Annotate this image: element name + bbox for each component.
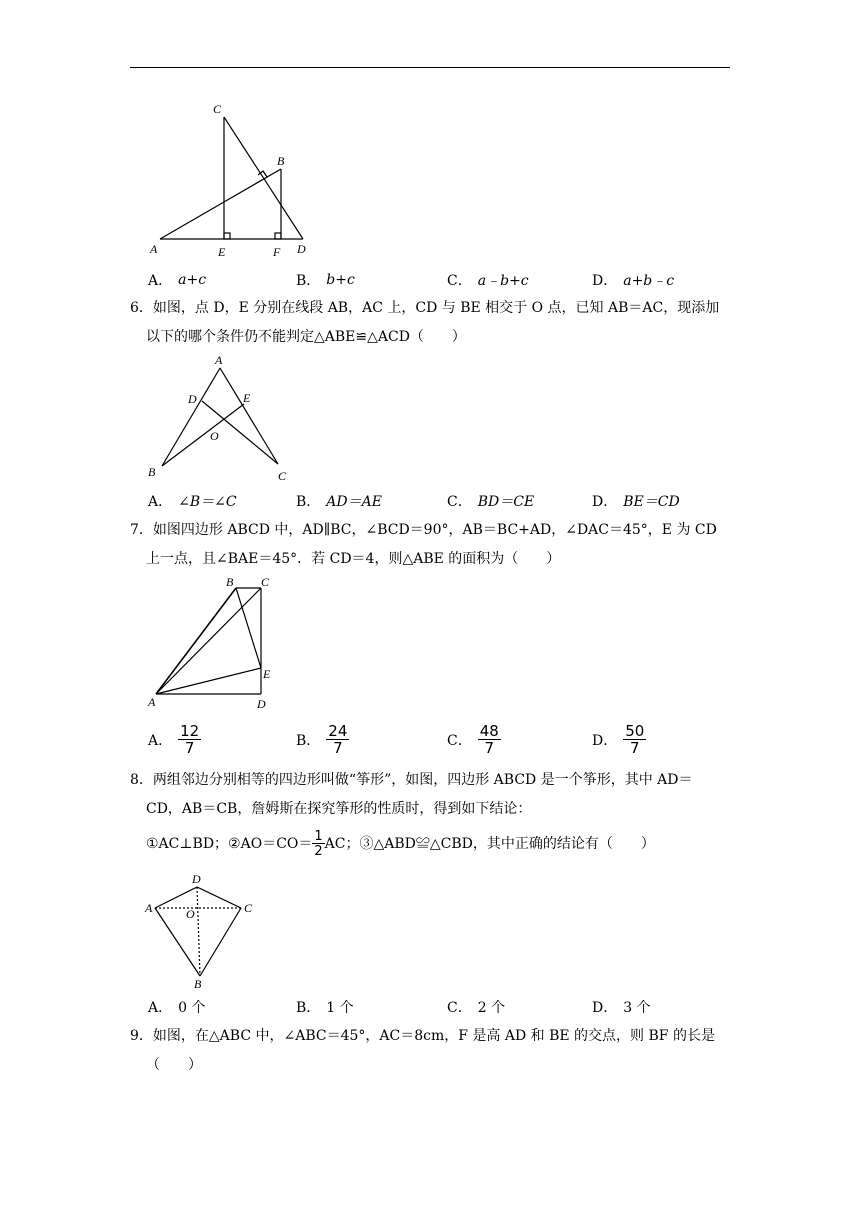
q8-option-a[interactable]: A． 0 个 — [148, 1000, 206, 1016]
q7-line-1: 7．如图四边形 ABCD 中，AD∥BC，∠BCD＝90°，AB＝BC+AD，∠DAC＝45°，E 为 CD — [130, 522, 717, 538]
q6-label-e: E — [243, 391, 251, 405]
q6-figure — [140, 352, 300, 487]
q9-line-1: 9．如图，在△ABC 中，∠ABC＝45°，AC＝8cm，F 是高 AD 和 BE 的交点，则 BF 的长是 — [130, 1028, 715, 1044]
q8-option-c[interactable]: C． 2 个 — [447, 1000, 506, 1016]
q5-option-b[interactable]: B． b+c — [296, 272, 355, 289]
q8-option-d[interactable]: D． 3 个 — [592, 1000, 651, 1016]
q7-label-b: B — [226, 575, 234, 589]
q8-label-d: D — [192, 872, 201, 886]
q6-line-2: 以下的哪个条件仍不能判定△ABE≌△ACD（ ） — [146, 329, 466, 345]
q5-label-b: B — [277, 154, 285, 168]
q7-option-a[interactable]: A． $\frac{12}{7}$ — [148, 722, 200, 757]
q6-stem — [130, 294, 735, 352]
q5-figure — [140, 95, 320, 265]
q5-option-d[interactable]: D． a+b﹣c — [592, 273, 675, 289]
q5-label-e: E — [218, 245, 226, 259]
q6-option-a[interactable]: A． ∠B＝∠C — [148, 494, 237, 510]
q5-label-d: D — [297, 242, 306, 256]
q7-label-e: E — [263, 667, 271, 681]
q8-label-a: A — [145, 901, 153, 915]
q7-option-b[interactable]: B． $\frac{24}{7}$ — [296, 722, 348, 757]
q7-option-d[interactable]: D． $\frac{50}{7}$ — [592, 722, 645, 757]
q7-label-c: C — [261, 575, 270, 589]
q7-fraction-b: $\frac{24}{7}$ — [328, 722, 348, 757]
q6-options — [148, 488, 748, 514]
q8-fraction-half: $\frac{1}{2}$ — [314, 829, 323, 859]
q6-line-1: 6．如图，点 D，E 分别在线段 AB，AC 上，CD 与 BE 相交于 O 点，已知 AB＝AC，现添加 — [130, 300, 720, 316]
q8-figure — [140, 868, 280, 993]
header-rule — [130, 67, 730, 68]
q6-option-c[interactable]: C． BD＝CE — [447, 494, 535, 510]
q7-stem — [130, 516, 735, 574]
q5-option-c[interactable]: C． a﹣b+c — [447, 273, 529, 289]
q7-option-c[interactable]: C． $\frac{48}{7}$ — [447, 722, 499, 757]
q5-options — [148, 267, 748, 293]
q8-label-c: C — [244, 901, 253, 915]
q8-label-b: B — [194, 977, 202, 991]
q6-label-b: B — [148, 465, 156, 479]
q6-label-c: C — [278, 469, 287, 483]
q8-option-b[interactable]: B． 1 个 — [296, 1000, 354, 1016]
q9-stem — [130, 1022, 735, 1080]
q6-option-b[interactable]: B． AD＝AE — [296, 494, 382, 510]
q8-line-1: 8．两组邻边分别相等的四边形叫做“筝形”，如图，四边形 ABCD 是一个筝形，其中 AD＝ — [130, 772, 693, 788]
q8-label-o: O — [186, 907, 195, 921]
q8-stem — [130, 766, 735, 864]
q8-options — [148, 994, 748, 1020]
q7-options — [148, 724, 748, 756]
q5-option-a[interactable]: A． a+c — [148, 272, 207, 289]
q7-figure — [140, 574, 290, 714]
q6-label-a: A — [215, 353, 223, 367]
q7-label-a: A — [148, 695, 156, 709]
q7-label-d: D — [257, 697, 266, 711]
q5-label-c: C — [213, 102, 222, 116]
q7-line-2: 上一点，且∠BAE＝45°．若 CD＝4，则△ABE 的面积为（ ） — [146, 551, 561, 567]
q7-fraction-d: $\frac{50}{7}$ — [625, 722, 645, 757]
q5-label-a: A — [150, 242, 158, 256]
q6-option-d[interactable]: D． BE＝CD — [592, 494, 680, 510]
q8-line-3: ①AC⊥BD；②AO＝CO＝ $\frac{1}{2}$ AC；③△ABD≌△CBD，其中正确的结论有（ ） — [146, 829, 655, 859]
q8-line-2: CD，AB＝CB，詹姆斯在探究筝形的性质时，得到如下结论： — [146, 801, 532, 817]
q7-fraction-c: $\frac{48}{7}$ — [479, 722, 499, 757]
q6-label-d: D — [188, 392, 197, 406]
q7-fraction-a: $\frac{12}{7}$ — [180, 722, 200, 757]
q6-label-o: O — [210, 429, 219, 443]
q5-label-f: F — [273, 245, 281, 259]
q9-line-2: （ ） — [146, 1057, 202, 1073]
